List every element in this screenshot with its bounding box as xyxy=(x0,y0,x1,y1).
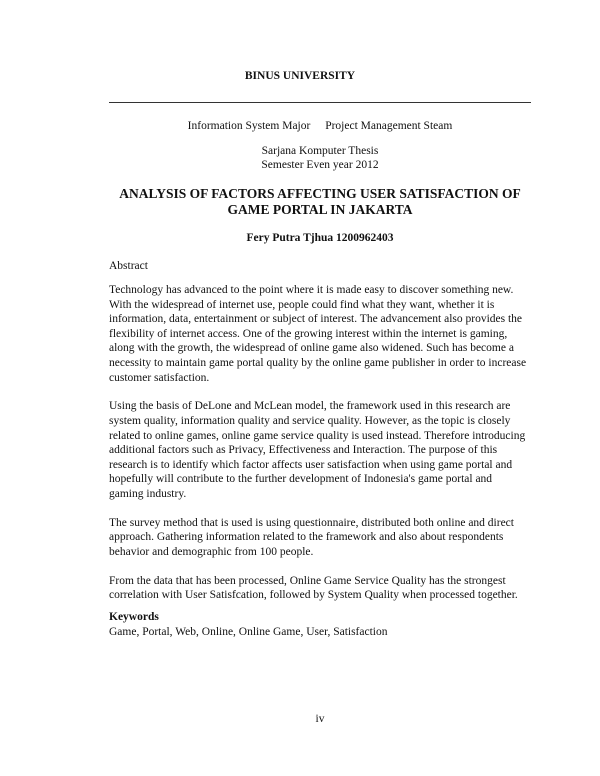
abstract-paragraph-3: The survey method that is used is using questionnaire, distributed both online and direct approach. Gathering information related to the framework and also about respondents behavior and demographic from 100 people. xyxy=(109,516,514,558)
abstract-heading: Abstract xyxy=(109,260,148,272)
abstract-paragraph-1: Technology has advanced to the point where it is made easy to discover something new. With the widespread of internet use, people could find what they want, whether it is information, data, entertainment or subject of interest. The advancement also provides the flexibility of internet access. One of the growing interest within the internet is gaming, along with the growth, the widespread of online game also widened. Such has become a necessity to maintain game portal quality by the online game publisher in order to increase customer satisfaction. xyxy=(109,284,527,384)
keywords-list: Game, Portal, Web, Online, Online Game, User, Satisfaction xyxy=(109,625,388,638)
thesis-title: ANALYSIS OF FACTORS AFFECTING USER SATISFACTION OF GAME PORTAL IN JAKARTA xyxy=(119,186,521,217)
stream-name: Project Management Steam xyxy=(325,120,453,132)
author-line: Fery Putra Tjhua 1200962403 xyxy=(246,232,394,244)
page-number: iv xyxy=(315,713,325,725)
thesis-info xyxy=(0,145,600,172)
major-line xyxy=(0,120,600,132)
semester-line: Semester Even year 2012 xyxy=(261,158,379,171)
header-divider xyxy=(109,102,531,103)
major-name: Information System Major xyxy=(187,120,311,132)
keywords-section xyxy=(109,610,529,639)
abstract-paragraph-2: Using the basis of DeLone and McLean model, the framework used in this research are system quality, information quality and service quality. However, as the topic is closely related to online games, online game service quality is used instead. Therefore introducing additional factors such as Privacy, Effectiveness and Interaction. The purpose of this research is to identify which factor affects user satisfaction when using game portal and hopefully will contribute to the further development of Indonesia's game portal and gaming industry. xyxy=(109,400,526,500)
abstract-paragraph-4: From the data that has been processed, Online Game Service Quality has the strongest correlation with User Satisfcation, followed by System Quality when processed together. xyxy=(109,574,518,602)
degree-line: Sarjana Komputer Thesis xyxy=(261,145,379,157)
abstract-body xyxy=(109,283,529,617)
university-name: BINUS UNIVERSITY xyxy=(244,70,356,82)
keywords-heading: Keywords xyxy=(109,611,159,623)
